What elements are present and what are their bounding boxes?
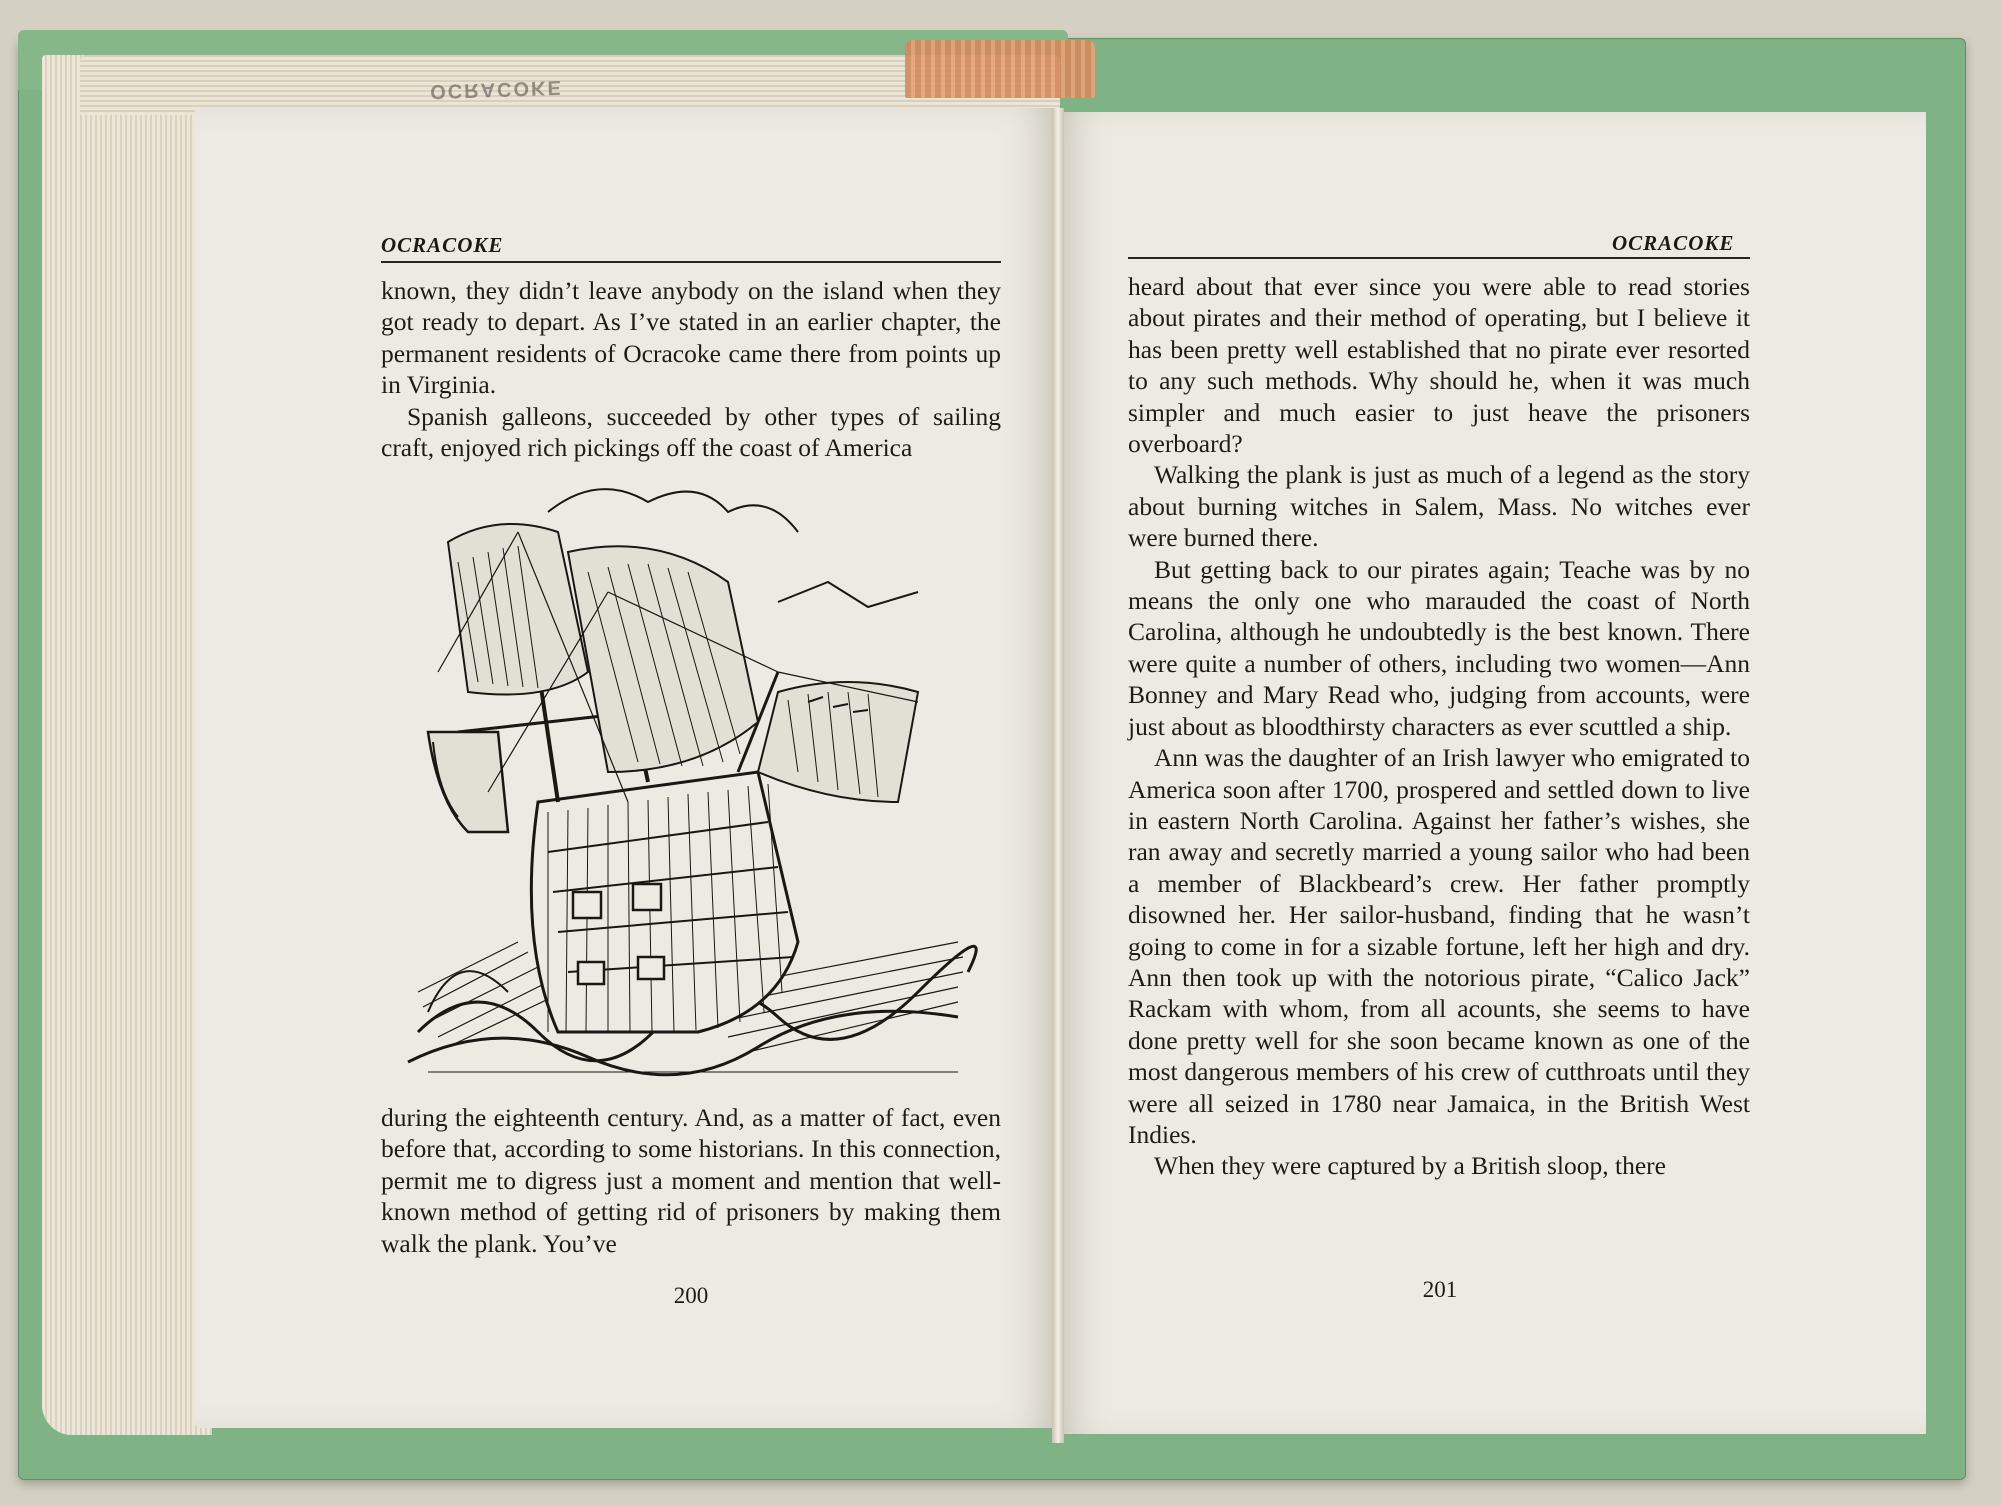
left-paragraph-2: Spanish galleons, succeeded by other types of sailing craft, enjoyed rich pickings off the coast of America [381,401,1001,463]
right-paragraph-2: Walking the plank is just as much of a legend as the story about burning witches in Salem, Mass. No witches ever were burned there. [1128,460,1750,553]
left-text-top [381,275,1001,463]
left-text-bottom [381,1102,1001,1259]
right-paragraph-1: heard about that ever since you were able to read stories about pirates and their method of operating, but I believe it has been pretty well established that no pirate ever resorted to any such methods. Why should he, when it was much simpler and much easier to just heave the prisoners overboard? [1128,272,1750,459]
right-paragraph-5: When they were captured by a British sloop, there [1154,1151,1666,1181]
right-text [1128,271,1750,1182]
pirate-ship-illustration [398,472,978,1077]
right-head-rule [1128,257,1750,259]
right-paragraph-3: But getting back to our pirates again; Teache was by no means the only one who marauded the coast of North Carolina, although he undoubtedly is the best known. There were quite a number of others, including two women—Ann Bonney and Mary Read who, judging from accounts, were just about as bloodthirsty characters as ever scuttled a ship. [1128,554,1750,741]
page-edges-left [42,55,212,1435]
right-paragraph-4: Ann was the daughter of an Irish lawyer who emigrated to America soon after 1700, prospered and settled down to live in eastern North Carolina. Against her father’s wishes, she ran away and secretly married a young sailor who had been a member of Blackbeard’s crew. Her father promptly disowned her. Her sailor-husband, finding that he wasn’t going to come in for a sizable fortune, left her high and dry. Ann then took up with the notorious pirate, “Calico Jack” Rackam with whom, from all acounts, she seems to have done pretty well for she soon became known as one of the most dangerous members of his crew of cutthroats until they were all seized in 1780 near Jamaica, in the British West Indies. [1128,743,1750,1149]
left-paragraph-1: known, they didn’t leave anybody on the island when they got ready to depart. As I’ve stated in an earlier chapter, the permanent residents of Ocracoke came there from points up in Virginia. [381,276,1001,400]
spine-title: OCRACOKE [429,75,564,103]
book-gutter [1052,108,1064,1443]
left-paragraph-3: during the eighteenth century. And, as a matter of fact, even before that, according to some historians. In this connection, permit me to digress just a moment and mention that well-known method of getting rid of prisoners by making them walk the plank. You’ve [381,1103,1001,1258]
left-page-number: 200 [673,1283,709,1308]
right-running-head: OCRACOKE [1612,231,1735,255]
left-head-rule [381,261,1001,263]
right-page-number: 201 [1422,1277,1458,1302]
left-running-head: OCRACOKE [381,233,504,257]
headband [905,40,1095,98]
